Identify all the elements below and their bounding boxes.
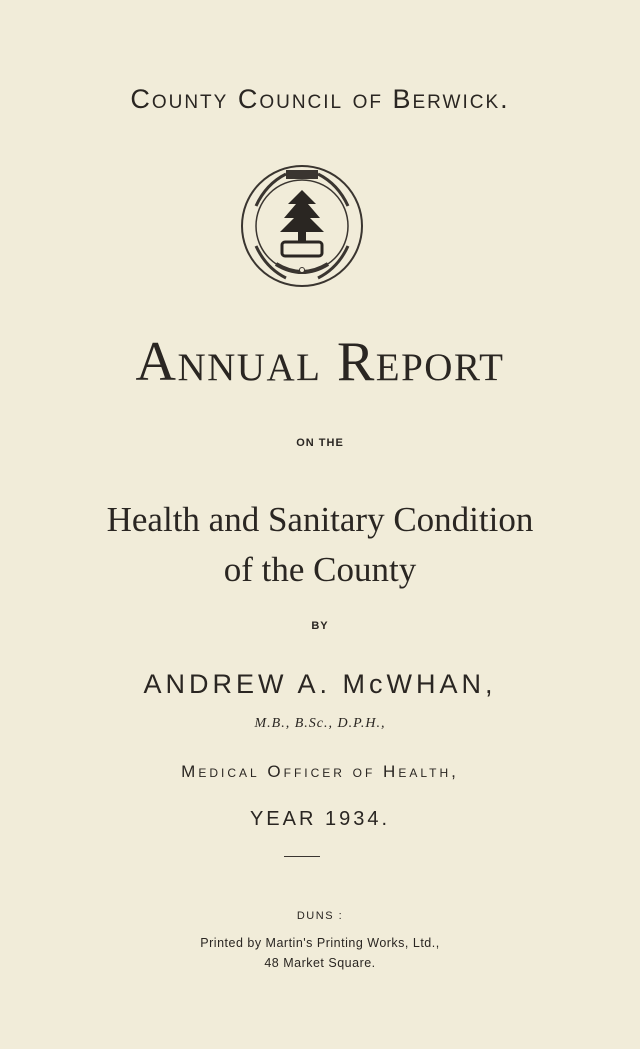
author-office: Medical Officer of Health, xyxy=(181,762,459,781)
author-degrees: M.B., B.Sc., D.P.H., xyxy=(254,716,386,731)
imprint-place: DUNS : xyxy=(296,910,344,922)
report-title: Annual Report xyxy=(135,331,505,393)
county-seal-icon xyxy=(236,160,368,292)
council-heading: County Council of Berwick. xyxy=(130,84,510,114)
subject-line-2: of the County xyxy=(223,550,417,589)
printer-imprint xyxy=(0,933,640,973)
by-label: BY xyxy=(311,620,329,632)
imprint-line-1: Printed by Martin's Printing Works, Ltd., xyxy=(200,936,440,950)
author-name: ANDREW A. McWHAN, xyxy=(143,669,497,699)
divider-rule xyxy=(284,856,320,857)
connector-text: ON THE xyxy=(296,437,344,449)
report-subject xyxy=(0,495,640,595)
imprint-line-2: 48 Market Square. xyxy=(264,956,376,970)
report-year: YEAR 1934. xyxy=(249,808,391,830)
subject-line-1: Health and Sanitary Condition xyxy=(106,500,534,539)
